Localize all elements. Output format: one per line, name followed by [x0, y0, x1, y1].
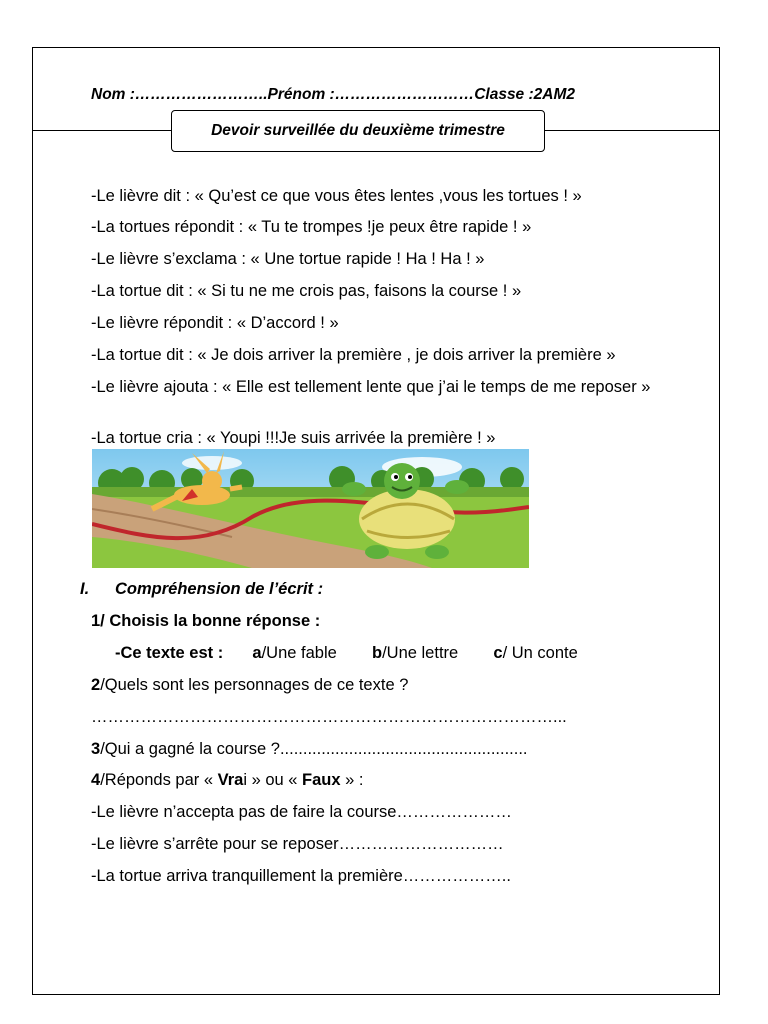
- question-4: 4/Réponds par « Vrai » ou « Faux » :: [91, 771, 364, 789]
- dialogue-line: -La tortue dit : « Je dois arriver la première , je dois arriver la première »: [91, 346, 616, 364]
- race-scene-icon: [92, 449, 529, 568]
- dialogue-line: -Le lièvre ajouta : « Elle est tellement lente que j’ai le temps de me reposer »: [91, 378, 651, 396]
- question-1-prompt: -Ce texte est :: [115, 644, 224, 662]
- dialogue-line: -La tortue dit : « Si tu ne me crois pas, faisons la course ! »: [91, 282, 522, 300]
- faux-label: Faux: [302, 771, 341, 789]
- option-b[interactable]: b/Une lettre: [371, 644, 459, 662]
- section-number: I.: [80, 580, 90, 598]
- question-1-options: [115, 644, 578, 663]
- question-1-title: 1/ Choisis la bonne réponse :: [91, 612, 321, 630]
- question-2-number: 2: [91, 676, 101, 694]
- option-c[interactable]: c/ Un conte: [493, 644, 578, 662]
- question-2: [91, 676, 408, 695]
- true-false-item[interactable]: -La tortue arriva tranquillement la première………………..: [91, 867, 511, 885]
- question-3-text[interactable]: /Qui a gagné la course ?......................................................: [100, 740, 528, 758]
- hare-tortoise-race-illustration: [92, 449, 529, 568]
- option-a[interactable]: a/Une fable: [252, 644, 337, 662]
- answer-line[interactable]: …………………………………………………………………………...: [91, 708, 567, 726]
- section-title: Compréhension de l’écrit :: [115, 580, 324, 598]
- question-2-text: /Quels sont les personnages de ce texte ?: [100, 676, 409, 694]
- question-3: [91, 740, 528, 759]
- true-false-item[interactable]: -Le lièvre s’arrête pour se reposer…………………………: [91, 835, 504, 853]
- exam-title-text: Devoir surveillée du deuxième trimestre: [211, 122, 505, 139]
- question-3-number: 3: [91, 740, 101, 758]
- dialogue-line: -La tortues répondit : « Tu te trompes !je peux être rapide ! »: [91, 218, 532, 236]
- vrai-label: Vra: [217, 771, 244, 789]
- student-info-line: Nom :……………………..Prénom :………………………Classe :2AM2: [91, 86, 575, 103]
- dialogue-line: -Le lièvre dit : « Qu’est ce que vous êtes lentes ,vous les tortues ! »: [91, 187, 582, 205]
- dialogue-line: -Le lièvre s’exclama : « Une tortue rapide ! Ha ! Ha ! »: [91, 250, 485, 268]
- true-false-item[interactable]: -Le lièvre n’accepta pas de faire la course…………………: [91, 803, 512, 821]
- exam-title: [171, 110, 545, 152]
- dialogue-line: -La tortue cria : « Youpi !!!Je suis arrivée la première ! »: [91, 429, 496, 447]
- section-heading: [80, 580, 323, 599]
- question-4-number: 4: [91, 771, 101, 789]
- dialogue-line: -Le lièvre répondit : « D’accord ! »: [91, 314, 339, 332]
